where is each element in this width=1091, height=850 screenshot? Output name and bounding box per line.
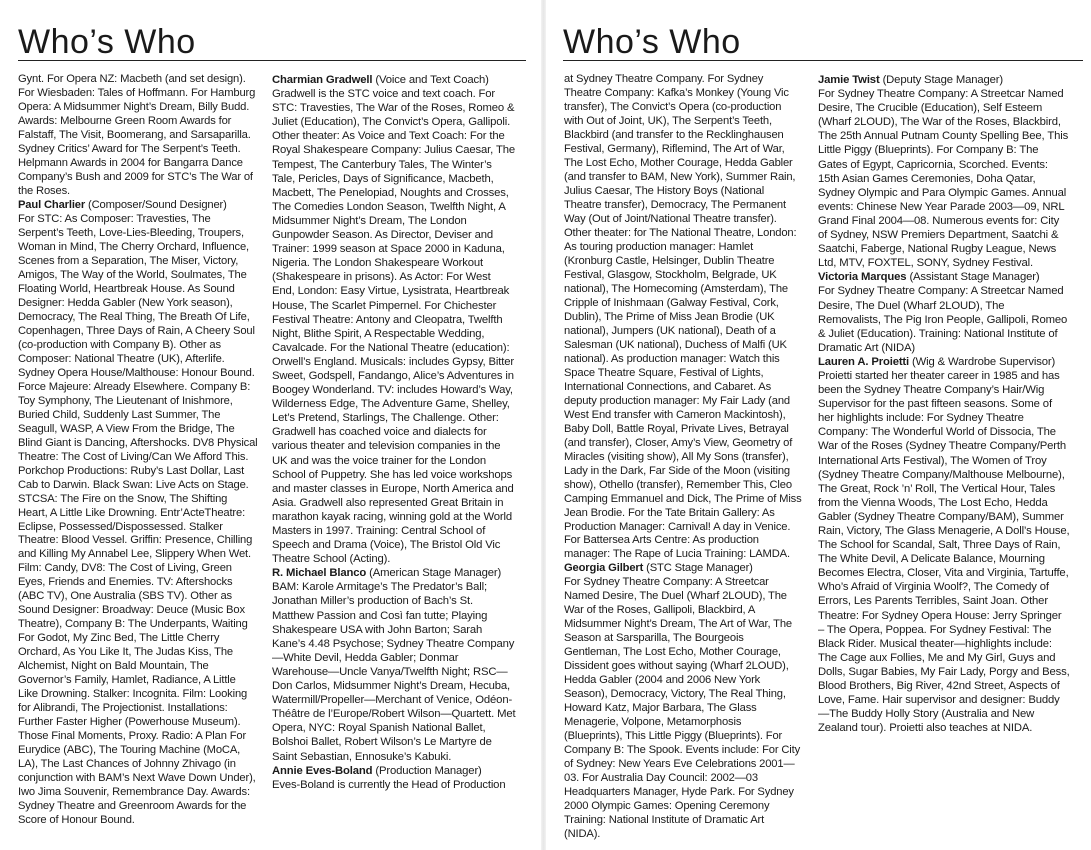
bio-role: (Composer/Sound Designer) xyxy=(88,198,227,211)
bio-name: R. Michael Blanco xyxy=(272,567,367,580)
bio-text: Gradwell is the STC voice and text coach. For STC: Travesties, The War of the Roses, Romeo & Juliet (Education), The Convict’s Opera, Gallipoli. Other theater: As Voice and Text Coach: For the Royal Shakespeare Company: Julius Caesar, The Tempest, The Canterbury Tales, The Winter’s Tale, Pericles, Days of Significance, Macbeth, Macbett, The Penelopiad, Noughts and Crosses, The Comedies London Season, Twelfth Night, A Midsummer Night’s Dream, The London Gunpowder Season. As Director, Deviser and Trainer: 1999 season at Space 2000 in Kaduna, Nigeria. The London Shakespeare Workout (Shakespeare in prisons). As Actor: For West End, London: Easy Virtue, Lysistrata, Heartbreak House, The Scarlet Pimpernel. For Chichester Festival Theatre: Antony and Cleopatra, Twelfth Night, Blithe Spirit, A Respectable Wedding, Cavalcade. For the National Theatre (education): Orwell’s England. Musicals: includes Gypsy, Bitter Sweet, Godspell, Fandango, Alice’s Adventures in Boogey Wonderland. TV: includes Howard’s Way, Wilderness Edge, The Adventure Game, Shelley, Let’s Pretend, Starlings, The Challenge. Other: Gradwell has coached voice and dialects for various theater and television companies in the UK and was the voice trainer for the London School of Puppetry. She has led voice workshops and master classes in Europe, North America and Asia. Gradwell also represented Great Britain in marathon kayak racing, winning gold at the World Masters in 1997. Training: Central School of Speech and Drama (Voice), The Bristol Old Vic Theatre School (Acting). xyxy=(272,88,515,566)
bio-text: For STC: As Composer: Travesties, The Serpent’s Teeth, Love-Lies-Bleeding, Troupers, Woman in Mind, The Cherry Orchard, Influence, Scenes from a Separation, The Miser, Victory, Amigos, The Way of the World, Soulmates, The Floating World, Heartbreak House. As Sound Designer: Hedda Gabler (New York season), Democracy, The Real Thing, The Breath Of Life, Copenhagen, Three Days of Rain, A Cheery Soul (co-production with Company B). Other as Composer: National Theatre (UK), Afterlife. Sydney Opera House/Malthouse: Honour Bound. Force Majeure: Already Elsewhere. Company B: Toy Symphony, The Lieutenant of Inishmore, Buried Child, Suddenly Last Summer, The Seagull, WASP, A View From the Bridge, The Blind Giant is Dancing, Aftershocks. DV8 Physical Theatre: The Cost of Living/Can We Afford This. Porkchop Productions: Ruby’s Last Dollar, Last Cab to Darwin. Black Swan: Live Acts on Stage. STCSA: The Fire on the Snow, The Shifting Heart, A Little Like Drowning. Entr’ActeTheatre: Eclipse, Possessed/Dispossessed. Stalker Theatre: Blood Vessel. Griffin: Presence, Chilling and Killing My Annabel Lee, Slippery When Wet. Film: Candy, DV8: The Cost of Living, Green Eyes, Friends and Enemies. TV: Aftershocks (ABC TV), One Australia (SBS TV). Other as Sound Designer: Broadway: Deuce (Music Box Theatre), Company B: The Underpants, Waiting For Godot, My Zinc Bed, The Little Cherry Orchard, As You Like It, The Judas Kiss, The Alchemist, Night on Bald Mountain, The Governor’s Family, Hamlet, Radiance, A Little Like Drowning. Stalker: Incognita. Film: Looking for Alibrandi, The Projectionist. Installations: Further Faster Higher (Powerhouse Museum). Those Final Moments, Proxy. Radio: A Plan For Eurydice (ABC), The Touring Machine (MoCA, LA), The Last Chances of Johnny Zhivago (in conjunction with BAM’s Next Wave Down Under), Iwo Jima Souvenir, Remembrance Day. Awards: Sydney Theatre and Greenroom Awards for the Score of Honour Bound. xyxy=(18,212,258,827)
bio-text: BAM: Karole Armitage’s The Predator’s Ball; Jonathan Miller’s production of Bach’s St. Matthew Passion and Così fan tutte; Playing Shakespeare USA with John Barton; Sarah Kane’s 4.48 Psychose; Sydney Theatre Company—White Devil, Hedda Gabler; Donmar Warehouse—Uncle Vanya/Twelfth Night; RSC—Don Carlos, Midsummer Night’s Dream, Hecuba, Watermill/Propeller—Merchant of Venice, Odéon-Théâtre de l’Europe/Robert Wilson—Quartett. Met Opera, NYC: Royal Spanish National Ballet, Bolshoi Ballet, Robert Wilson’s Le Martyre de Saint Sebastian, Ennosuke’s Kabuki. xyxy=(272,581,516,763)
bio-name: Lauren A. Proietti xyxy=(818,355,910,368)
bio-entry-paul-charlier xyxy=(18,199,258,828)
bio-entry-lauren-proietti xyxy=(818,355,1070,736)
bio-role: (American Stage Manager) xyxy=(369,567,502,580)
bio-name: Georgia Gilbert xyxy=(564,562,644,575)
page-heading-right: Who’s Who xyxy=(563,23,741,61)
right-page xyxy=(546,0,1091,850)
bio-entry-georgia-gilbert xyxy=(564,562,802,842)
bio-name: Victoria Marques xyxy=(818,271,907,284)
bio-name: Charmian Gradwell xyxy=(272,74,373,86)
bio-continuation: Gynt. For Opera NZ: Macbeth (and set design). For Wiesbaden: Tales of Hoffmann. For Hamburg Opera: A Midsummer Night’s Dream, Billy Budd. Awards: Melbourne Green Room Awards for Falstaff, The Visit, Boomerang, and Sarsaparilla. Sydney Critics’ Award for The Serpent’s Teeth. Helpmann Awards in 2004 for Bangarra Dance Company’s Bush and 2009 for STC’s The War of the Roses. xyxy=(18,73,256,197)
page-heading-left: Who’s Who xyxy=(18,23,196,61)
heading-rule-left xyxy=(18,60,526,61)
right-column-2 xyxy=(818,73,1070,735)
left-column-1 xyxy=(18,73,258,828)
left-column-2 xyxy=(272,73,516,792)
left-page xyxy=(0,0,540,850)
bio-text: For Sydney Theatre Company: A Streetcar Named Desire, The Crucible (Education), Self Esteem (Wharf 2LOUD), The War of the Roses, Blackbird, The 25th Annual Putnam County Spelling Bee, This Little Piggy (Blueprints). For Company B: The Gates of Egypt, Capricornia, Scorched. Events: 15th Asian Games Ceremonies, Doha Qatar, Sydney Olympic and Para Olympic Games. Annual events: Chinese New Year Parade 2003—09, NRL Grand Final 2004—08. Numerous events for: City of Sydney, NSW Premiers Department, Saatchi & Saatchi, Faberge, National Rugby League, News Ltd, MTV, FOXTEL, SONY, Sydney Festival. xyxy=(818,88,1069,270)
bio-name: Paul Charlier xyxy=(18,198,86,211)
right-column-1 xyxy=(564,73,802,842)
bio-text: For Sydney Theatre Company: A Streetcar Named Desire, The Duel (Wharf 2LOUD), The War of the Roses, Gallipoli, Blackbird, A Midsummer Night’s Dream, The Art of War, The Season at Sarsparilla, The Bourgeois Gentleman, The Lost Echo, Mother Courage, Dissident goes without saying (Wharf 2LOUD), Hedda Gabler (2004 and 2006 New York Season), Democracy, Victory, The Real Thing, Howard Katz, Major Barbara, The Glass Menagerie, Volpone, Metamorphosis (Blueprints), This Little Piggy (Blueprints). For Company B: The Spook. Events include: For City of Sydney: New Years Eve Celebrations 2001—03. For Australia Day Council: 2002—03 Headquarters Manager, Hyde Park. For Sydney 2000 Olympic Games: Opening Ceremony Training: National Institute of Dramatic Art (NIDA). xyxy=(564,576,801,841)
heading-rule-right xyxy=(563,60,1083,61)
bio-text: Eves-Boland is currently the Head of Production xyxy=(272,778,506,791)
bio-role: (Voice and Text Coach) xyxy=(375,74,489,86)
bio-entry-charmian-gradwell xyxy=(272,73,516,566)
bio-role: (Assistant Stage Manager) xyxy=(909,271,1040,284)
bio-name: Annie Eves-Boland xyxy=(272,764,373,777)
bio-continuation: at Sydney Theatre Company. For Sydney Theatre Company: Kafka’s Monkey (Young Vic transfer), The Convict’s Opera (co-production with Out of Joint, UK), The Serpent’s Teeth, Blackbird (and transfer to the Recklinghausen Festival, Germany), Riflemind, The Art of War, The Lost Echo, Mother Courage, Hedda Gabler (and transfer to BAM, New York), Summer Rain, Julius Caesar, The History Boys (National Theatre transfer), Democracy, The Permanent Way (Out of Joint/National Theatre transfer). Other theater: for The National Theatre, London: As touring production manager: Hamlet (Kronburg Castle, Helsinger, Dublin Theatre Festival, Glasgow, Stockholm, Belgrade, UK national), The Homecoming (Amsterdam), The Cripple of Inishmaan (Galway Festival, Cork, Dublin), The Prime of Miss Jean Brodie (UK national), Jumpers (UK national), Death of a Salesman (UK national), Duchess of Malfi (UK national). As production manager: Watch this Space Theatre Square, Festival of Lights, International Connections, and Cabaret. As deputy production manager: My Fair Lady (and West End transfer with Cameron Mackintosh), Baby Doll, Battle Royal, Private Lives, Betrayal (and transfer), Closer, Amy’s View, Geometry of Miracles (visiting show), All My Sons (transfer), Lady in the Dark, Far Side of the Moon (visiting show), Othello (transfer), Remember This, Cleo Camping Emmanuel and Dick, The Prime of Miss Jean Brodie. For the Tate Britain Gallery: As Production Manager: Carnival! A day in Venice. For Battersea Arts Centre: As production manager: The Rape of Lucia Training: LAMDA. xyxy=(564,73,802,561)
bio-entry-michael-blanco xyxy=(272,566,516,763)
bio-role: (Wig & Wardrobe Supervisor) xyxy=(912,355,1056,368)
bio-entry-jamie-twist xyxy=(818,73,1070,270)
bio-role: (Deputy Stage Manager) xyxy=(882,74,1003,86)
bio-entry-victoria-marques xyxy=(818,270,1070,355)
bio-text: Proietti started her theater career in 1985 and has been the Sydney Theatre Company’s Hair/Wig Supervisor for the past fifteen seasons. Some of her highlights include: For Sydney Theatre Company: The Wonderful World of Dissocia, The War of the Roses (Sydney Theatre Company/Perth International Arts Festival), The Women of Troy (Sydney Theatre Company/Malthouse Melbourne), The Great, Rock ’n’ Roll, The Vertical Hour, Tales from the Vienna Woods, The Lost Echo, Hedda Gabler (Sydney Theatre Company/BAM), Summer Rain, Victory, The Glass Menagerie, A Doll’s House, The School for Scandal, Salt, Three Days of Rain, The White Devil, A Delicate Balance, Mourning Becomes Electra, Closer, Vita and Virginia, Tartuffe, Who’s Afraid of Virginia Woolf?, The Comedy of Errors, Les Parents Terribles, Saint Joan. Other Theatre: For Sydney Opera House: Jerry Springer – The Opera, Poppea. For Sydney Festival: The Black Rider. Musical theater—highlights include: The Cage aux Follies, Me and My Girl, Guys and Dolls, Sugar Babies, My Fair Lady, Porgy and Bess, Blood Brothers, Big River, 42nd Street, Aspects of Love, Fame. Hair supervisor and designer: Buddy—The Buddy Holly Story (Australia and New Zealand tour). Proietti also teaches at NIDA. xyxy=(818,369,1070,735)
bio-text: For Sydney Theatre Company: A Streetcar Named Desire, The Duel (Wharf 2LOUD), The Removalists, The Pig Iron People, Gallipoli, Romeo & Juliet (Education). Training: National Institute of Dramatic Art (NIDA) xyxy=(818,285,1068,354)
bio-role: (Production Manager) xyxy=(375,764,482,777)
bio-name: Jamie Twist xyxy=(818,74,880,86)
bio-role: (STC Stage Manager) xyxy=(646,562,753,575)
bio-entry-annie-eves-boland xyxy=(272,764,516,792)
